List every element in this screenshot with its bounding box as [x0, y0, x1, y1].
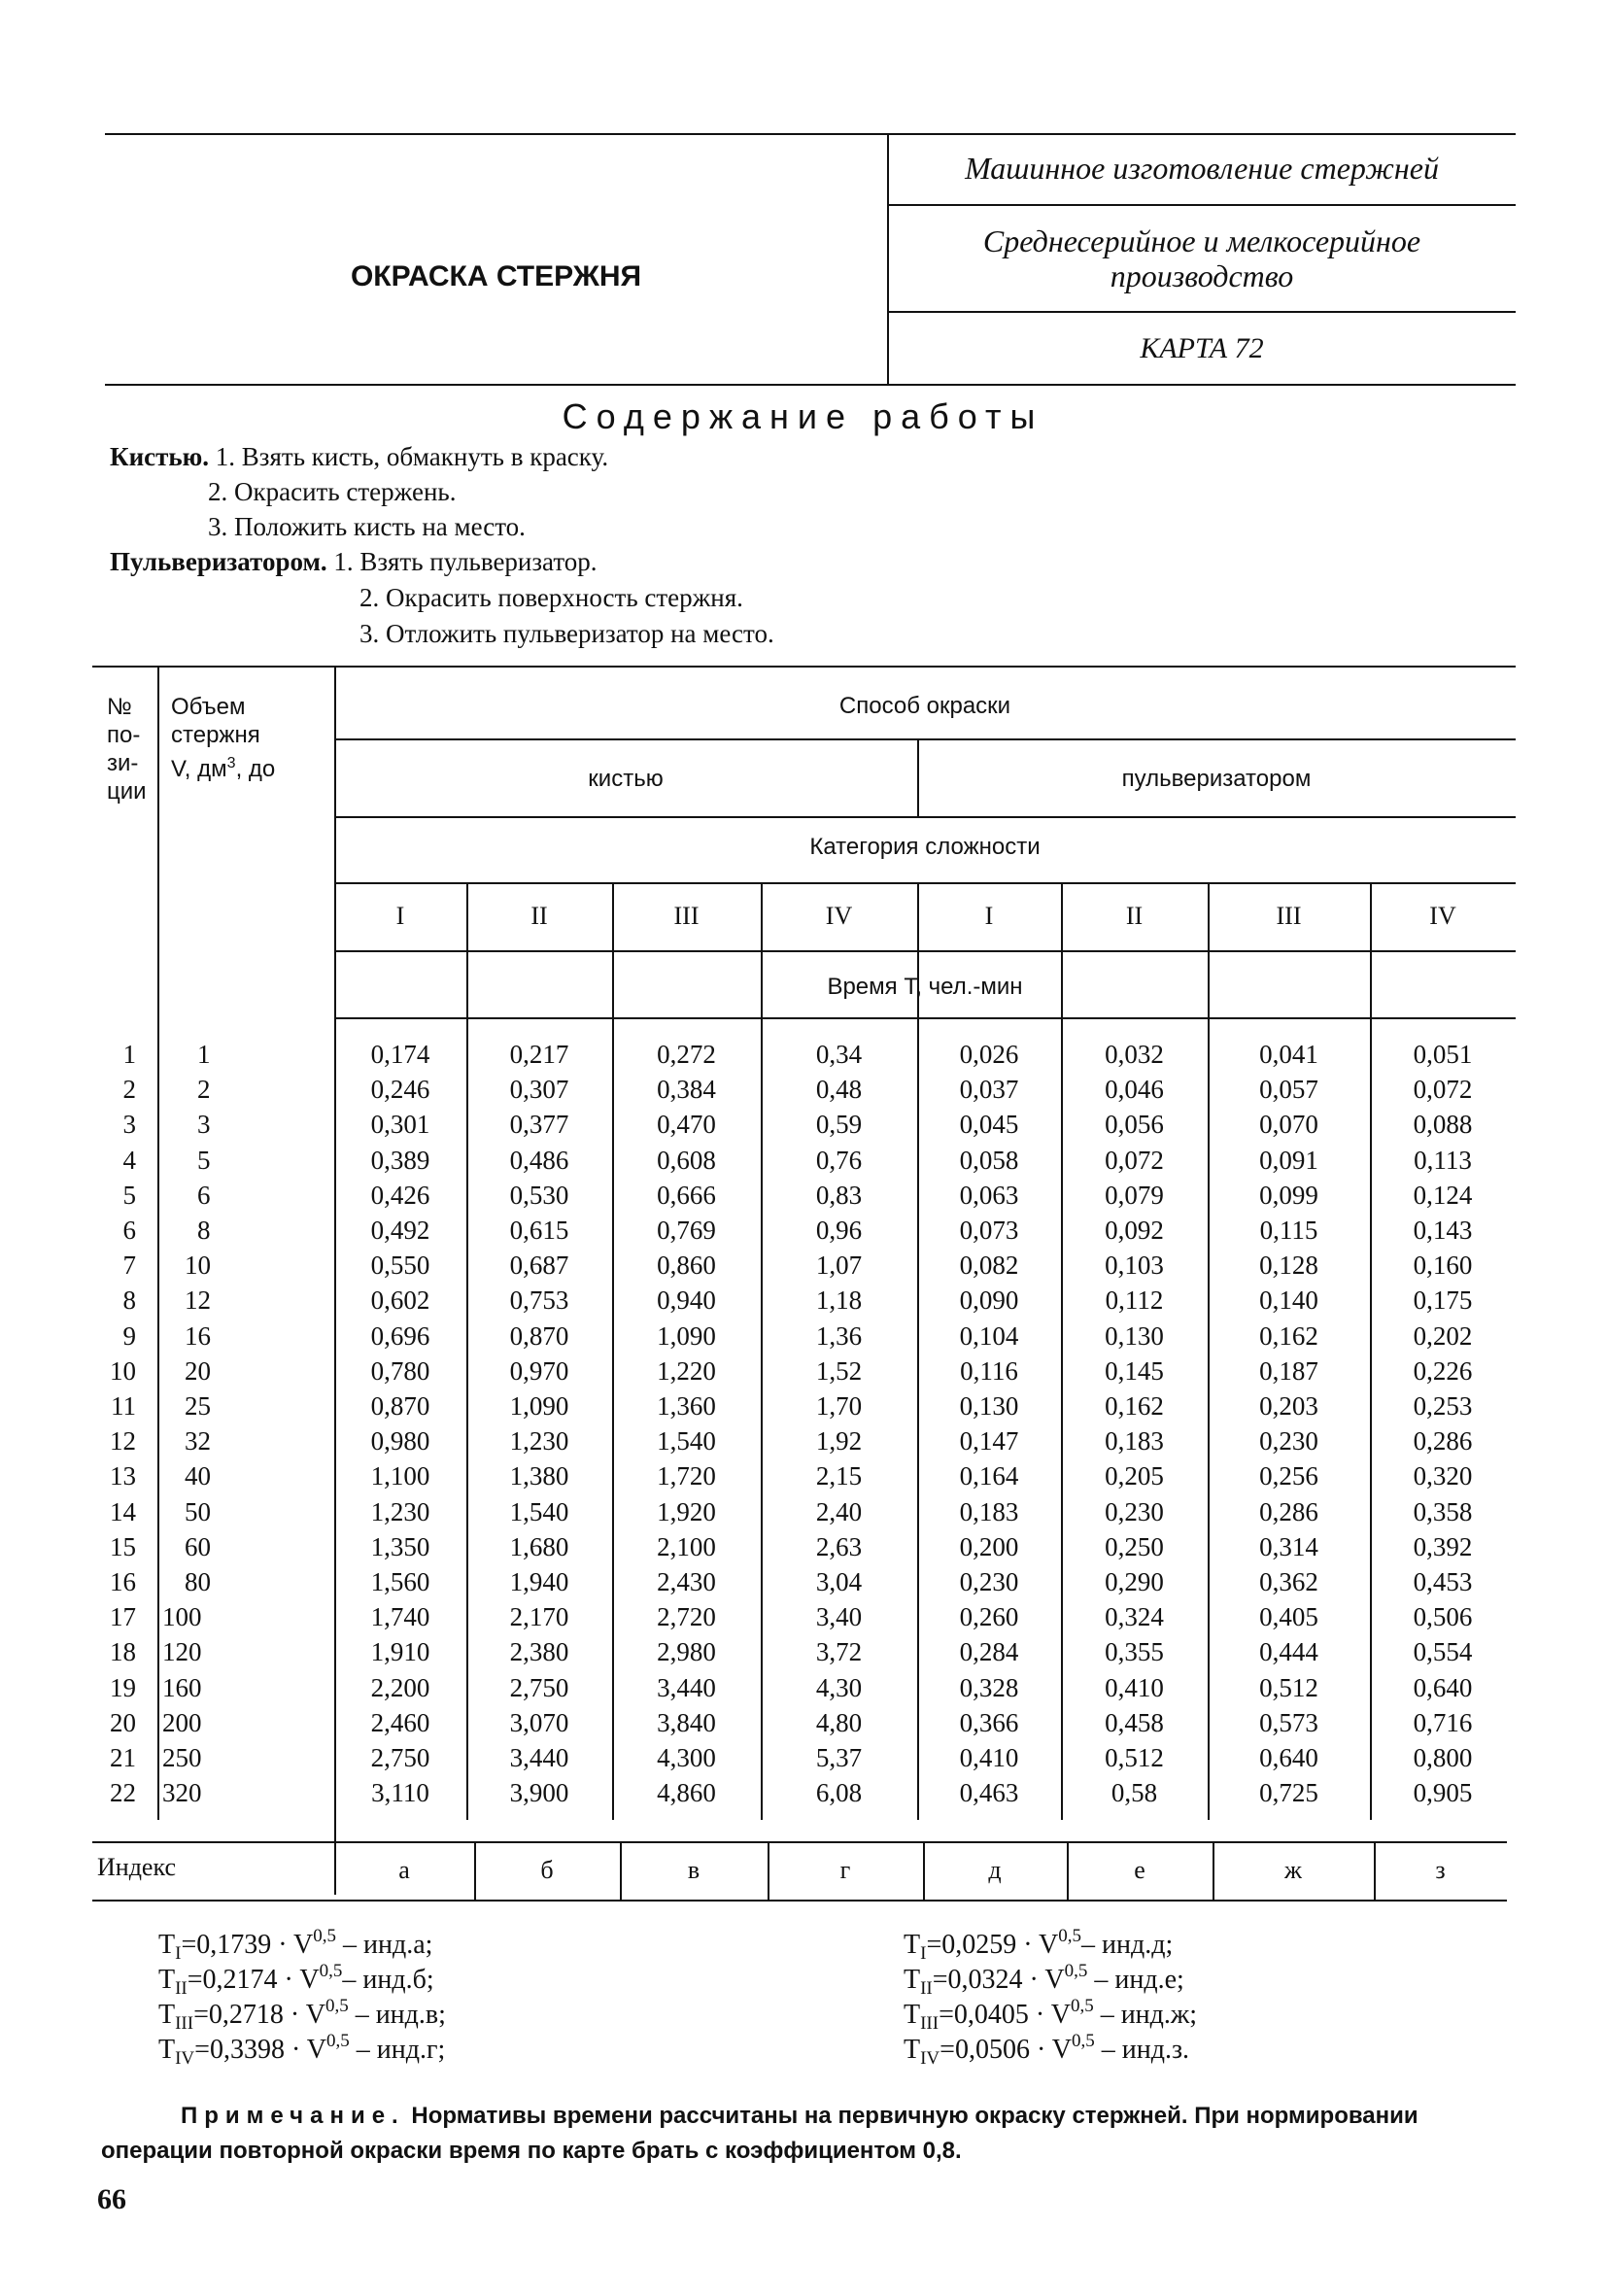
row-position: 3 [122, 1110, 136, 1139]
time-value: 0,640 [1413, 1673, 1473, 1702]
index-cell: г [839, 1856, 851, 1884]
category-cell: II [530, 902, 548, 930]
time-value: 0,041 [1259, 1040, 1318, 1069]
time-value: 0,307 [509, 1075, 569, 1104]
time-value: 0,389 [370, 1146, 430, 1175]
time-value: 0,183 [1105, 1426, 1164, 1456]
brush-step-1: Кистью. 1. Взять кисть, обмакнуть в краску. [110, 442, 609, 471]
formula-right-1: $T_I=0,0259 \cdot V^{0,5}-$ инд.д; [904, 1926, 1174, 1964]
time-value: 0,286 [1259, 1497, 1318, 1526]
time-value: 0,260 [959, 1602, 1019, 1631]
time-value: 0,045 [959, 1110, 1019, 1139]
row-volume: 60 [185, 1532, 211, 1561]
table-rule-index [92, 1841, 1507, 1843]
time-value: 0,550 [370, 1251, 430, 1280]
table-rule-time [334, 1017, 1516, 1019]
time-value: 0,666 [657, 1181, 716, 1210]
table-bottom-rule [92, 1900, 1507, 1902]
row-volume: 80 [185, 1567, 211, 1596]
time-value: 1,720 [657, 1461, 716, 1491]
row-volume: 100 [162, 1602, 202, 1631]
time-value: 0,358 [1413, 1497, 1473, 1526]
row-position: 20 [110, 1708, 136, 1737]
row-volume: 40 [185, 1461, 211, 1491]
time-value: 0,175 [1413, 1285, 1473, 1315]
row-volume: 10 [185, 1251, 211, 1280]
time-value: 0,320 [1413, 1461, 1473, 1491]
row-volume: 50 [185, 1497, 211, 1526]
row-volume: 3 [197, 1110, 211, 1139]
time-value: 1,52 [815, 1356, 863, 1386]
time-value: 0,099 [1259, 1181, 1318, 1210]
row-position: 6 [122, 1216, 136, 1245]
time-value: 0,780 [370, 1356, 430, 1386]
time-value: 2,750 [370, 1743, 430, 1772]
row-volume: 8 [197, 1216, 211, 1245]
production-type-line1: Среднесерийное и мелкосерийное [982, 223, 1421, 258]
row-position: 16 [110, 1567, 136, 1596]
row-position: 15 [110, 1532, 136, 1561]
time-value: 1,220 [657, 1356, 716, 1386]
time-value: 0,272 [657, 1040, 716, 1069]
time-value: 1,230 [509, 1426, 569, 1456]
spray-step-2: 2. Окрасить поверхность стержня. [359, 583, 743, 612]
header-bottom-rule [105, 384, 1516, 386]
time-value: 0,145 [1105, 1356, 1164, 1386]
row-volume: 250 [162, 1743, 202, 1772]
formula-left-4: $T_{IV}=0,3398 \cdot V^{0,5} - инд.г$; [158, 2031, 446, 2069]
time-value: 6,08 [815, 1778, 863, 1807]
row-volume: 1 [197, 1040, 211, 1069]
time-value: 2,63 [815, 1532, 863, 1561]
time-value: 0,970 [509, 1356, 569, 1386]
time-value: 4,300 [657, 1743, 716, 1772]
time-value: 0,253 [1413, 1391, 1473, 1421]
time-value: 0,286 [1413, 1426, 1473, 1456]
formula-left-2: $T_{II}=0,2174 \cdot V^{0,5}-$ инд.б; [158, 1961, 434, 1999]
row-position: 14 [110, 1497, 136, 1526]
time-value: 0,366 [959, 1708, 1019, 1737]
time-value: 0,470 [657, 1110, 716, 1139]
table-rule-method [334, 738, 1516, 740]
time-value: 0,200 [959, 1532, 1019, 1561]
time-value: 0,83 [815, 1181, 863, 1210]
time-value: 0,070 [1259, 1110, 1318, 1139]
index-cell: ж [1284, 1856, 1302, 1884]
row-position: 19 [110, 1673, 136, 1702]
time-value: 0,870 [509, 1321, 569, 1351]
time-value: 4,30 [815, 1673, 863, 1702]
time-value: 0,463 [959, 1778, 1019, 1807]
time-value: 1,560 [370, 1567, 430, 1596]
header-rule-2 [887, 311, 1516, 313]
time-value: 0,183 [959, 1497, 1019, 1526]
time-value: 0,130 [1105, 1321, 1164, 1351]
method-header: Способ окраски [838, 693, 1011, 719]
spray-step-3: 3. Отложить пульверизатор на место. [359, 619, 774, 648]
time-value: 0,103 [1105, 1251, 1164, 1280]
time-value: 0,072 [1413, 1075, 1473, 1104]
time-value: 0,384 [657, 1075, 716, 1104]
row-position: 12 [110, 1426, 136, 1456]
time-value: 0,426 [370, 1181, 430, 1210]
time-value: 0,58 [1111, 1778, 1158, 1807]
time-value: 0,091 [1259, 1146, 1318, 1175]
time-value: 0,59 [815, 1110, 863, 1139]
formula-left-1: $T_I=0,1739 \cdot V^{0,5} - инд.а$; [158, 1926, 433, 1964]
time-value: 0,410 [1105, 1673, 1164, 1702]
row-volume: 20 [185, 1356, 211, 1386]
time-value: 0,250 [1105, 1532, 1164, 1561]
time-value: 0,056 [1105, 1110, 1164, 1139]
time-value: 0,377 [509, 1110, 569, 1139]
time-value: 1,230 [370, 1497, 430, 1526]
table-vline-pos [157, 666, 159, 1820]
time-value: 0,143 [1413, 1216, 1473, 1245]
time-value: 0,147 [959, 1426, 1019, 1456]
time-value: 0,090 [959, 1285, 1019, 1315]
row-position: 17 [110, 1602, 136, 1631]
row-volume: 12 [185, 1285, 211, 1315]
time-value: 0,088 [1413, 1110, 1473, 1139]
time-value: 0,104 [959, 1321, 1019, 1351]
row-volume: 2 [197, 1075, 211, 1104]
note-text: Нормативы времени рассчитаны на первичную окраску стержней. При нормировании операции повторной окраски время по карте брать с коэффициентом 0,8. [101, 2103, 1418, 2164]
time-value: 0,34 [815, 1040, 863, 1069]
position-header: № по- зи- ции [107, 694, 147, 805]
time-value: 2,460 [370, 1708, 430, 1737]
brush-header: кистью [588, 766, 664, 792]
category-header: Категория сложности [809, 834, 1041, 860]
time-value: 0,362 [1259, 1567, 1318, 1596]
time-value: 0,410 [959, 1743, 1019, 1772]
time-value: 0,256 [1259, 1461, 1318, 1491]
time-value: 0,530 [509, 1181, 569, 1210]
time-value: 0,057 [1259, 1075, 1318, 1104]
row-volume: 200 [162, 1708, 202, 1737]
time-value: 3,440 [509, 1743, 569, 1772]
time-value: 0,328 [959, 1673, 1019, 1702]
row-volume: 320 [162, 1778, 202, 1807]
time-value: 2,750 [509, 1673, 569, 1702]
time-value: 1,090 [657, 1321, 716, 1351]
row-position: 22 [110, 1778, 136, 1807]
time-value: 0,687 [509, 1251, 569, 1280]
time-value: 0,230 [1105, 1497, 1164, 1526]
time-value: 0,063 [959, 1181, 1019, 1210]
page-title: ОКРАСКА СТЕРЖНЯ [350, 260, 642, 292]
time-value: 1,70 [815, 1391, 863, 1421]
category-cell: I [984, 902, 994, 930]
row-position: 18 [110, 1637, 136, 1666]
time-value: 1,740 [370, 1602, 430, 1631]
time-value: 0,115 [1259, 1216, 1318, 1245]
time-value: 0,573 [1259, 1708, 1318, 1737]
header-divider [887, 133, 889, 384]
time-value: 0,162 [1259, 1321, 1318, 1351]
category-cell: III [1276, 902, 1302, 930]
time-value: 0,205 [1105, 1461, 1164, 1491]
category-cell: III [673, 902, 700, 930]
time-value: 2,980 [657, 1637, 716, 1666]
time-value: 0,128 [1259, 1251, 1318, 1280]
row-position: 4 [122, 1146, 136, 1175]
category-cell: IV [1429, 902, 1456, 930]
time-value: 0,217 [509, 1040, 569, 1069]
row-volume: 160 [162, 1673, 202, 1702]
time-value: 1,920 [657, 1497, 716, 1526]
brush-label: Кистью. [110, 442, 210, 471]
time-value: 0,284 [959, 1637, 1019, 1666]
time-value: 0,314 [1259, 1532, 1318, 1561]
table-top-rule [92, 666, 1516, 668]
formula-right-3: $T_{III}=0,0405 \cdot V^{0,5} - инд.ж$; [904, 1996, 1198, 2034]
time-value: 0,124 [1413, 1181, 1473, 1210]
time-value: 0,860 [657, 1251, 716, 1280]
index-cell: е [1134, 1856, 1145, 1884]
time-value: 0,870 [370, 1391, 430, 1421]
time-value: 0,554 [1413, 1637, 1473, 1666]
time-value: 0,046 [1105, 1075, 1164, 1104]
row-position: 7 [122, 1251, 136, 1280]
time-value: 4,860 [657, 1778, 716, 1807]
time-value: 0,608 [657, 1146, 716, 1175]
time-value: 0,116 [960, 1356, 1018, 1386]
time-value: 0,512 [1259, 1673, 1318, 1702]
time-value: 0,202 [1413, 1321, 1473, 1351]
page-number: 66 [97, 2183, 126, 2215]
time-value: 0,072 [1105, 1146, 1164, 1175]
time-value: 0,696 [370, 1321, 430, 1351]
row-volume: 16 [185, 1321, 211, 1351]
index-label: Индекс [97, 1853, 176, 1881]
category-cell: II [1125, 902, 1144, 930]
time-value: 0,512 [1105, 1743, 1164, 1772]
time-value: 0,174 [370, 1040, 430, 1069]
time-value: 2,430 [657, 1567, 716, 1596]
work-content-title: Содержание работы [562, 396, 1044, 436]
time-value: 0,187 [1259, 1356, 1318, 1386]
time-value: 3,72 [815, 1637, 863, 1666]
time-value: 3,900 [509, 1778, 569, 1807]
time-value: 3,04 [815, 1567, 863, 1596]
brush-step-2: 2. Окрасить стержень. [208, 477, 457, 506]
formula-left-3: $T_{III}=0,2718 \cdot V^{0,5} - инд.в$; [158, 1996, 446, 2034]
time-value: 2,380 [509, 1637, 569, 1666]
time-value: 1,07 [815, 1251, 863, 1280]
time-value: 1,350 [370, 1532, 430, 1561]
time-value: 2,200 [370, 1673, 430, 1702]
row-position: 5 [122, 1181, 136, 1210]
time-value: 0,160 [1413, 1251, 1473, 1280]
time-value: 0,444 [1259, 1637, 1318, 1666]
time-value: 0,079 [1105, 1181, 1164, 1210]
time-value: 0,301 [370, 1110, 430, 1139]
time-value: 0,753 [509, 1285, 569, 1315]
production-type-line2: производство [1110, 258, 1294, 293]
row-position: 2 [122, 1075, 136, 1104]
row-position: 8 [122, 1285, 136, 1315]
time-value: 0,140 [1259, 1285, 1318, 1315]
time-value: 0,453 [1413, 1567, 1473, 1596]
index-cell: а [398, 1856, 410, 1884]
time-value: 1,940 [509, 1567, 569, 1596]
time-value: 1,92 [815, 1426, 863, 1456]
time-value: 0,092 [1105, 1216, 1164, 1245]
time-value: 0,226 [1413, 1356, 1473, 1386]
category-cell: I [395, 902, 405, 930]
index-cell: д [988, 1856, 1002, 1884]
time-value: 2,170 [509, 1602, 569, 1631]
time-value: 0,725 [1259, 1778, 1318, 1807]
time-value: 4,80 [815, 1708, 863, 1737]
card-number: КАРТА 72 [1140, 332, 1264, 364]
spray-header: пульверизатором [1121, 766, 1312, 792]
table-rule-cat-values [334, 950, 1516, 952]
time-value: 0,602 [370, 1285, 430, 1315]
time-value: 0,130 [959, 1391, 1019, 1421]
time-value: 1,090 [509, 1391, 569, 1421]
row-volume: 5 [197, 1146, 211, 1175]
category-cell: IV [825, 902, 853, 930]
time-value: 0,082 [959, 1251, 1019, 1280]
time-value: 2,720 [657, 1602, 716, 1631]
time-value: 0,032 [1105, 1040, 1164, 1069]
header-top-rule [105, 133, 1516, 135]
row-volume: 25 [185, 1391, 211, 1421]
time-value: 0,037 [959, 1075, 1019, 1104]
index-cell: б [540, 1856, 554, 1884]
index-cell: в [687, 1856, 700, 1884]
time-value: 3,070 [509, 1708, 569, 1737]
time-value: 0,405 [1259, 1602, 1318, 1631]
time-value: 0,458 [1105, 1708, 1164, 1737]
row-volume: 32 [185, 1426, 211, 1456]
row-volume: 120 [162, 1637, 202, 1666]
time-value: 5,37 [815, 1743, 863, 1772]
time-value: 3,840 [657, 1708, 716, 1737]
time-value: 1,36 [815, 1321, 863, 1351]
time-value: 1,910 [370, 1637, 430, 1666]
time-value: 0,203 [1259, 1391, 1318, 1421]
time-value: 0,716 [1413, 1708, 1473, 1737]
time-value: 0,230 [1259, 1426, 1318, 1456]
time-value: 0,905 [1413, 1778, 1473, 1807]
note-label: Примечание. [181, 2103, 405, 2129]
time-value: 0,290 [1105, 1567, 1164, 1596]
process-type: Машинное изготовление стержней [965, 151, 1439, 186]
time-value: 2,100 [657, 1532, 716, 1561]
time-value: 0,058 [959, 1146, 1019, 1175]
time-value: 3,40 [815, 1602, 863, 1631]
time-value: 0,230 [959, 1567, 1019, 1596]
row-position: 13 [110, 1461, 136, 1491]
time-value: 3,110 [371, 1778, 429, 1807]
time-value: 0,96 [815, 1216, 863, 1245]
brush-step-3: 3. Положить кисть на место. [208, 512, 526, 541]
row-position: 9 [122, 1321, 136, 1351]
time-value: 0,392 [1413, 1532, 1473, 1561]
time-value: 0,800 [1413, 1743, 1473, 1772]
row-position: 1 [122, 1040, 136, 1069]
time-value: 1,540 [657, 1426, 716, 1456]
formula-right-4: $T_{IV}=0,0506 \cdot V^{0,5} - инд.з$. [904, 2031, 1190, 2069]
row-volume: 6 [197, 1181, 211, 1210]
time-value: 1,680 [509, 1532, 569, 1561]
time-value: 0,164 [959, 1461, 1019, 1491]
time-value: 1,360 [657, 1391, 716, 1421]
table-rule-brushspray [334, 816, 1516, 818]
time-value: 1,18 [815, 1285, 863, 1315]
time-value: 1,100 [370, 1461, 430, 1491]
time-value: 0,113 [1414, 1146, 1472, 1175]
formula-right-2: $T_{II}=0,0324 \cdot V^{0,5} - инд.е$; [904, 1961, 1184, 1999]
time-header: Время Т, чел.-мин [827, 974, 1023, 1000]
time-value: 0,769 [657, 1216, 716, 1245]
time-value: 0,615 [509, 1216, 569, 1245]
row-position: 11 [111, 1391, 136, 1421]
time-value: 0,506 [1413, 1602, 1473, 1631]
row-position: 10 [110, 1356, 136, 1386]
time-value: 3,440 [657, 1673, 716, 1702]
time-value: 0,073 [959, 1216, 1019, 1245]
time-value: 0,162 [1105, 1391, 1164, 1421]
header-rule-1 [887, 204, 1516, 206]
table-rule-category [334, 882, 1516, 884]
volume-header: Объем стержня V, $дм^3$, до [171, 694, 276, 782]
spray-label: Пульверизатором. [110, 547, 327, 576]
time-value: 0,026 [959, 1040, 1019, 1069]
time-value: 0,486 [509, 1146, 569, 1175]
row-position: 21 [110, 1743, 136, 1772]
time-value: 0,355 [1105, 1637, 1164, 1666]
time-value: 0,640 [1259, 1743, 1318, 1772]
time-value: 2,40 [815, 1497, 863, 1526]
time-value: 0,76 [815, 1146, 863, 1175]
index-cell: з [1435, 1856, 1446, 1884]
time-value: 0,48 [815, 1075, 863, 1104]
time-value: 0,980 [370, 1426, 430, 1456]
note [101, 2099, 1515, 2169]
time-value: 0,246 [370, 1075, 430, 1104]
time-value: 0,492 [370, 1216, 430, 1245]
spray-step-1: Пульверизатором. 1. Взять пульверизатор. [110, 547, 598, 576]
time-value: 1,540 [509, 1497, 569, 1526]
time-value: 0,051 [1413, 1040, 1473, 1069]
time-value: 0,112 [1105, 1285, 1164, 1315]
time-value: 0,940 [657, 1285, 716, 1315]
time-value: 2,15 [815, 1461, 863, 1491]
time-value: 1,380 [509, 1461, 569, 1491]
time-value: 0,324 [1105, 1602, 1164, 1631]
